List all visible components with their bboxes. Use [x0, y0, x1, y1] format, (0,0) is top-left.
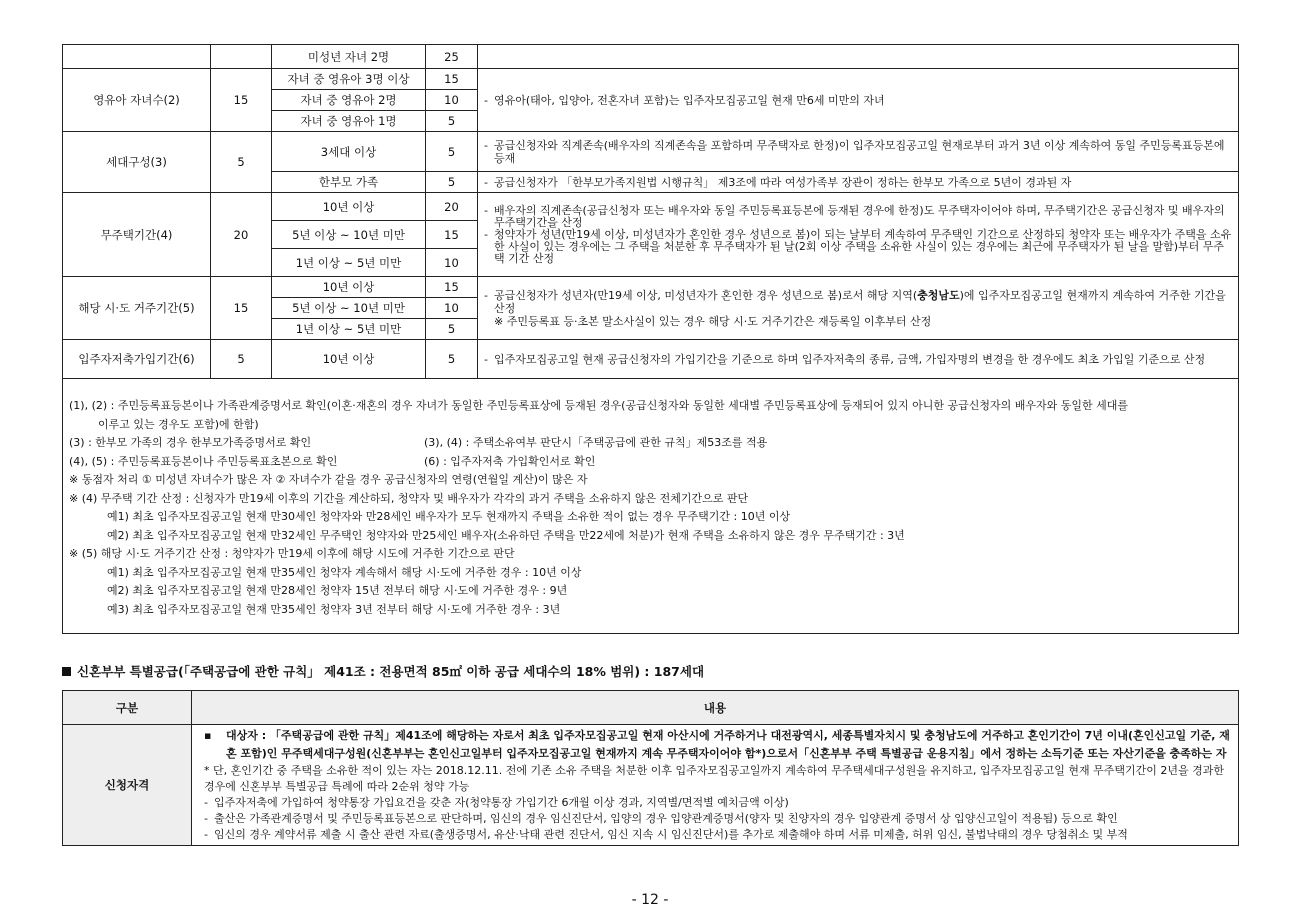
column-header-category: 구분 — [63, 691, 192, 725]
criterion-cell: 5년 이상 ~ 10년 미만 — [272, 221, 426, 249]
description-text: 영유아(태아, 입양아, 전혼자녀 포함)는 입주자모집공고일 현재 만6세 미만의 자녀 — [494, 93, 885, 107]
criterion-cell: 10년 이상 — [272, 277, 426, 298]
criterion-cell: 3세대 이상 — [272, 132, 426, 172]
score-cell: 5 — [426, 319, 478, 340]
item-label: 해당 시·도 거주기간(5) — [63, 277, 211, 340]
notes-cell — [63, 379, 1239, 634]
note-line: (3), (4) : 주택소유여부 판단시「주택공급에 관한 규칙」제53조를 적용 — [424, 436, 768, 449]
score-cell: 15 — [426, 277, 478, 298]
criterion-cell: 한부모 가족 — [272, 172, 426, 193]
score-cell: 5 — [426, 340, 478, 379]
criterion-cell: 자녀 중 영유아 3명 이상 — [272, 69, 426, 90]
note-line: ※ (4) 무주택 기간 산정 : 신청자가 만19세 이후의 기간을 계산하되, 청약자 및 배우자가 각각의 과거 주택을 소유하지 않은 전체기간으로 판단 — [69, 491, 749, 505]
star-note: * 단, 혼인기간 중 주택을 소유한 적이 있는 자는 2018.12.11. 전에 기존 소유 주택을 처분한 이후 입주자모집공고일까지 계속하여 무주택세대구성원을 유지하고, 입주자모집공고일 현재 무주택기간이 2년을 경과한 경우에 신혼부부 특별공급 특례에 따라 2순위 청약 가능 — [204, 764, 1224, 793]
square-bullet-icon — [62, 667, 71, 676]
note-line: 예2) 최초 입주자모집공고일 현재 만32세인 무주택인 청약자와 만25세인 배우자(소유하던 주택을 만22세에 처분)가 현재 주택을 소유하지 않은 경우 무주택기간 : 3년 — [107, 528, 905, 542]
row-label: 신청자격 — [63, 725, 192, 846]
score-criteria-table — [62, 44, 1239, 634]
score-cell: 5 — [426, 172, 478, 193]
description-text: 입주자모집공고일 현재 공급신청자의 가입기간을 기준으로 하며 입주자저축의 종류, 금액, 가입자명의 변경을 한 경우에도 최초 가입일 기준으로 산정 — [494, 352, 1206, 366]
score-cell: 5 — [426, 132, 478, 172]
score-cell: 25 — [426, 45, 478, 69]
item-label: 입주자저축가입기간(6) — [63, 340, 211, 379]
max-score: 15 — [211, 277, 272, 340]
criterion-cell: 1년 이상 ~ 5년 미만 — [272, 249, 426, 277]
eligibility-text: 대상자 : 「주택공급에 관한 규칙」제41조에 해당하는 자로서 최초 입주자모집공고일 현재 아산시에 거주하거나 대전광역시, 세종특별자치시 및 충청남도에 거주하고 혼인기간이 7년 이내(혼인신고일 기준, 재혼 포함)인 무주택세대구성원(신혼부부는 혼인신고일부터 입주자모집공고일 현재까지 계속 무주택자이어야 함*)으로서「신혼부부 주택 특별공급 운용지침」에서 정하는 소득기준 또는 자산기준을 충족하는 자 — [226, 729, 1230, 760]
note-line: (6) : 입주자저축 가입확인서로 확인 — [424, 454, 596, 468]
description-text: 청약자가 성년(만19세 이상, 미성년자가 혼인한 경우 성년으로 봄)이 되는 날부터 계속하여 무주택인 기간으로 산정하되 청약자 또는 배우자가 주택을 소유한 사실이 있는 경우에는 그 주택을 처분한 후 무주택자가 된 날(2회 이상 주택을 소유한 사실이 있는 경우에는 최근에 무주택자가 된 날을 말함)부터 무주택 기간 산정 — [494, 227, 1232, 265]
description-cell: - 공급신청자가 성년자(만19세 이상, 미성년자가 혼인한 경우 성년으로 봄)로서 해당 지역(충청남도)에 입주자모집공고일 현재까지 계속하여 거주한 기간을 산정 ※ 주민등록표 등·초본 말소사실이 있는 경우 해당 시·도 거주기간은 재등록일 이후부터 산정 — [478, 277, 1239, 340]
max-score: 5 — [211, 132, 272, 193]
max-score: 15 — [211, 69, 272, 132]
note-line: 이루고 있는 경우도 포함)에 한함) — [98, 417, 259, 431]
note-line: (1), (2) : 주민등록표등본이나 가족관계증명서로 확인(이혼·재혼의 경우 자녀가 동일한 주민등록표상에 등재된 경우(공급신청자와 동일한 세대별 주민등록표상에 등재되어 있지 아니한 공급신청자의 배우자와 동일한 세대를 — [69, 399, 1128, 412]
description-cell: - 배우자의 직계존속(공급신청자 또는 배우자와 동일 주민등록표등본에 등재된 경우에 한정)도 무주택자이어야 하며, 무주택기간은 공급신청자 및 배우자의 무주택기간을 산정 - 청약자가 성년(만19세 이상, 미성년자가 혼인한 경우 성년으로 봄)이 되는 날부터 계속하여 무주택인 기간으로 산정하되 청약자 또는 배우자가 주택을 소유한 사실이 있는 경우에는 그 주택을 처분한 후 무주택자가 된 날(2회 이상 주택을 소유한 사실이 있는 경우에는 최근에 무주택자가 된 날을 말함)부터 무주택 기간 산정 — [478, 193, 1239, 277]
score-cell: 15 — [426, 69, 478, 90]
criterion-cell: 자녀 중 영유아 1명 — [272, 111, 426, 132]
score-cell: 10 — [426, 249, 478, 277]
list-item: 임신의 경우 계약서류 제출 시 출산 관련 자료(출생증명서, 유산·낙태 관련 진단서, 임신 지속 시 임신진단서)를 추가로 제출해야 하며 서류 미제출, 허위 임신, 불법낙태의 경우 당첨취소 및 부적 — [214, 828, 1128, 841]
description-text: 공급신청자가 성년자(만19세 이상, 미성년자가 혼인한 경우 성년으로 봄)로서 해당 지역( — [494, 288, 918, 302]
criterion-cell: 10년 이상 — [272, 193, 426, 221]
description-text: 공급신청자가 「한부모가족지원법 시행규칙」 제3조에 따라 여성가족부 장관이 정하는 한부모 가족으로 5년이 경과된 자 — [494, 175, 1072, 189]
list-item: 출산은 가족관계증명서 및 주민등록표등본으로 판단하며, 임신의 경우 임신진단서, 입양의 경우 입양관계증명서(양자 및 친양자의 경우 입양관계 증명서 상 입양신고일이 적용됨) 등으로 확인 — [214, 812, 1118, 825]
description-text: 배우자의 직계존속(공급신청자 또는 배우자와 동일 주민등록표등본에 등재된 경우에 한정)도 무주택자이어야 하며, 무주택기간은 공급신청자 및 배우자의 무주택기간을 산정 — [494, 203, 1225, 229]
item-label: 무주택기간(4) — [63, 193, 211, 277]
section-heading — [62, 662, 704, 680]
description-cell: - 영유아(태아, 입양아, 전혼자녀 포함)는 입주자모집공고일 현재 만6세 미만의 자녀 — [478, 69, 1239, 132]
max-score: 20 — [211, 193, 272, 277]
residence-note: ※ 주민등록표 등·초본 말소사실이 있는 경우 해당 시·도 거주기간은 재등록일 이후부터 산정 — [494, 314, 932, 328]
score-cell: 20 — [426, 193, 478, 221]
bullet-icon: ▪ — [204, 729, 212, 742]
note-line: ※ 동점자 처리 ① 미성년 자녀수가 많은 자 ② 자녀수가 같을 경우 공급신청자의 연령(연월일 계산)이 많은 자 — [69, 473, 588, 486]
note-line: 예1) 최초 입주자모집공고일 현재 만35세인 청약자 계속해서 해당 시·도에 거주한 경우 : 10년 이상 — [107, 565, 582, 579]
criterion-cell: 미성년 자녀 2명 — [272, 45, 426, 69]
score-cell: 5 — [426, 111, 478, 132]
column-header-content: 내용 — [192, 691, 1239, 725]
note-line: (3) : 한부모 가족의 경우 한부모가족증명서로 확인 — [69, 436, 312, 449]
note-line: ※ (5) 해당 시·도 거주기간 산정 : 청약자가 만19세 이후에 해당 시도에 거주한 기간으로 판단 — [69, 547, 515, 560]
page-number: - 12 - — [631, 892, 669, 908]
criterion-cell: 5년 이상 ~ 10년 미만 — [272, 298, 426, 319]
criterion-cell: 자녀 중 영유아 2명 — [272, 90, 426, 111]
content-cell: ▪ 대상자 : 「주택공급에 관한 규칙」제41조에 해당하는 자로서 최초 입주자모집공고일 현재 아산시에 거주하거나 대전광역시, 세종특별자치시 및 충청남도에 거주하고 혼인기간이 7년 이내(혼인신고일 기준, 재혼 포함)인 무주택세대구성원(신혼부부는 혼인신고일부터 입주자모집공고일 현재까지 계속 무주택자이어야 함*)으로서「신혼부부 주택 특별공급 운용지침」에서 정하는 소득기준 또는 자산기준을 충족하는 자 * 단, 혼인기간 중 주택을 소유한 적이 있는 자는 2018.12.11. 전에 기존 소유 주택을 처분한 이후 입주자모집공고일까지 계속하여 무주택세대구성원을 유지하고, 입주자모집공고일 현재 무주택기간이 2년을 경과한 경우에 신혼부부 특별공급 특례에 따라 2순위 청약 가능 - 입주자저축에 가입하여 청약통장 가입요건을 갖춘 자(청약통장 가입기간 6개월 이상 경과, 지역별/면적별 예치금액 이상) - 출산은 가족관계증명서 및 주민등록표등본으로 판단하며, 임신의 경우 임신진단서, 입양의 경우 입양관계증명서(양자 및 친양자의 경우 입양관계 증명서 상 입양신고일이 적용됨) 등으로 확인 - 임신의 경우 계약서류 제출 시 출산 관련 자료(출생증명서, 유산·낙태 관련 진단서, 임신 지속 시 임신진단서)를 추가로 제출해야 하며 서류 미제출, 허위 임신, 불법낙태의 경우 당첨취소 및 부적 — [192, 725, 1239, 846]
section-heading-text: 신혼부부 특별공급(「주택공급에 관한 규칙」 제41조 : 전용면적 85㎡ 이하 공급 세대수의 18% 범위) : 187세대 — [77, 664, 705, 679]
empty-cell — [478, 45, 1239, 69]
description-text: )에 입주자모집공고일 현재까지 계속하여 거주한 기간을 산정 — [494, 288, 1226, 315]
newlywed-supply-table — [62, 690, 1239, 846]
description-cell: - 입주자모집공고일 현재 공급신청자의 가입기간을 기준으로 하며 입주자저축의 종류, 금액, 가입자명의 변경을 한 경우에도 최초 가입일 기준으로 산정 — [478, 340, 1239, 379]
description-cell: - 공급신청자가 「한부모가족지원법 시행규칙」 제3조에 따라 여성가족부 장관이 정하는 한부모 가족으로 5년이 경과된 자 — [478, 172, 1239, 193]
description-text: 공급신청자와 직계존속(배우자의 직계존속을 포함하며 무주택자로 한정)이 입주자모집공고일 현재로부터 과거 3년 이상 계속하여 동일 주민등록표등본에 등재 — [494, 138, 1225, 165]
empty-cell — [211, 45, 272, 69]
list-item: 입주자저축에 가입하여 청약통장 가입요건을 갖춘 자(청약통장 가입기간 6개월 이상 경과, 지역별/면적별 예치금액 이상) — [214, 796, 789, 809]
item-label: 세대구성(3) — [63, 132, 211, 193]
criterion-cell: 10년 이상 — [272, 340, 426, 379]
description-cell: - 공급신청자와 직계존속(배우자의 직계존속을 포함하며 무주택자로 한정)이 입주자모집공고일 현재로부터 과거 3년 이상 계속하여 동일 주민등록표등본에 등재 — [478, 132, 1239, 172]
empty-cell — [63, 45, 211, 69]
note-line: 예1) 최초 입주자모집공고일 현재 만30세인 청약자와 만28세인 배우자가 모두 현재까지 주택을 소유한 적이 없는 경우 무주택기간 : 10년 이상 — [107, 510, 791, 523]
max-score: 5 — [211, 340, 272, 379]
score-cell: 10 — [426, 90, 478, 111]
score-cell: 15 — [426, 221, 478, 249]
criterion-cell: 1년 이상 ~ 5년 미만 — [272, 319, 426, 340]
note-line: 예3) 최초 입주자모집공고일 현재 만35세인 청약자 3년 전부터 해당 시·도에 거주한 경우 : 3년 — [107, 602, 561, 616]
item-label: 영유아 자녀수(2) — [63, 69, 211, 132]
note-line: (4), (5) : 주민등록표등본이나 주민등록표초본으로 확인 — [69, 454, 338, 468]
region-name: 충청남도 — [917, 288, 960, 302]
score-cell: 10 — [426, 298, 478, 319]
note-line: 예2) 최초 입주자모집공고일 현재 만28세인 청약자 15년 전부터 해당 시·도에 거주한 경우 : 9년 — [107, 584, 568, 597]
